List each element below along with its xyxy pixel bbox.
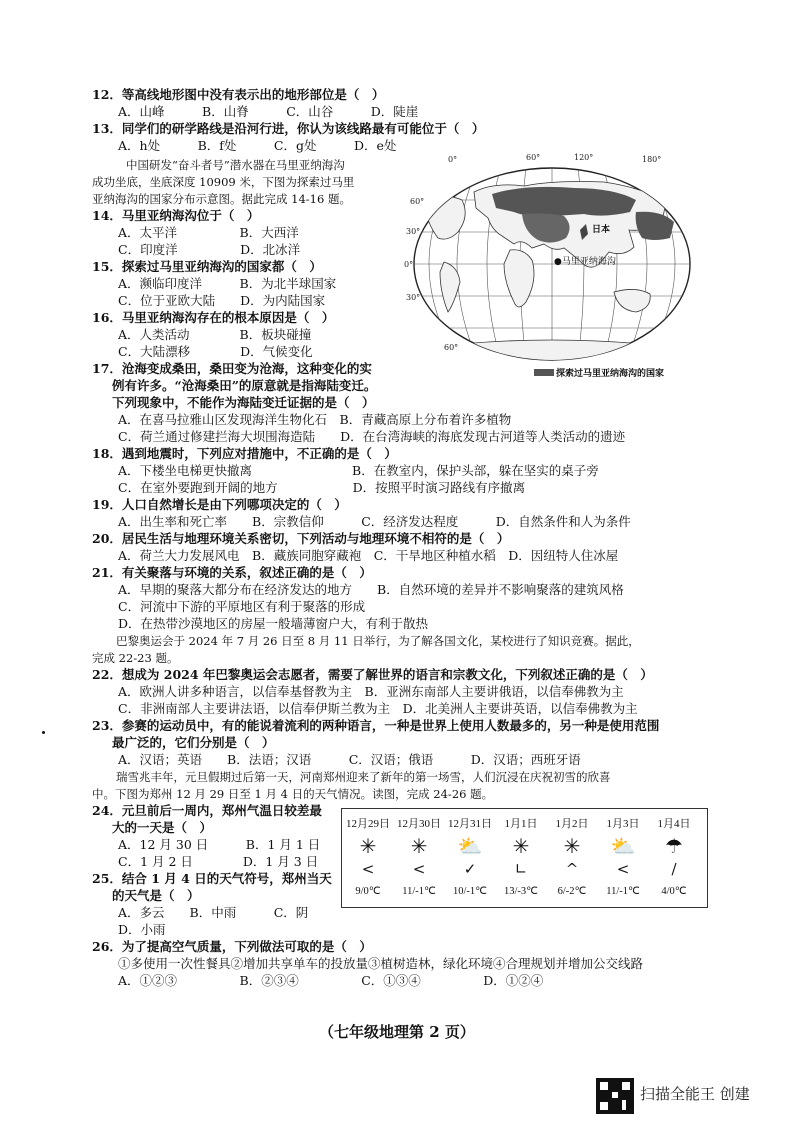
options-21-d: D．在热带沙漠地区的房屋一般墙薄窗户大，有利于散热 [118, 616, 429, 631]
lat-label: 60° [444, 343, 459, 352]
intro-14-16-line1: 中国研发“奋斗者号”潜水器在马里亚纳海沟 [126, 158, 345, 172]
weather-date: 1月2日 [555, 818, 589, 830]
legend-label: 探索过马里亚纳海沟的国家 [556, 369, 665, 379]
wind-icon: ^ [565, 860, 579, 878]
wind-icon: < [616, 860, 630, 878]
japan-label: 日本 [592, 225, 611, 235]
weather-temp: 11/-1℃ [402, 886, 436, 897]
options-26: A．①②③ B．②③④ C．①③④ D．①②④ [118, 973, 544, 988]
question-17-line3: 下列现象中，不能作为海陆变迁证据的是（ ） [112, 395, 375, 410]
question-22: 22．想成为 2024 年巴黎奥运会志愿者，需要了解世界的语言和宗教文化，下列叙述正确的是（ ） [92, 667, 653, 682]
page-footer: （七年级地理第 2 页） [319, 1023, 475, 1041]
question-21: 21．有关聚落与环境的关系，叙述正确的是（ ） [92, 565, 372, 580]
question-12: 12．等高线地形图中没有表示出的地形部位是（ ） [92, 87, 385, 102]
question-14: 14．马里亚纳海沟位于（ ） [92, 208, 260, 223]
rain-icon: ☂ [665, 834, 683, 858]
weather-date: 1月4日 [657, 818, 691, 830]
question-13: 13．同学们的研学路线是沿河行进，你认为该线路最有可能位于（ ） [92, 121, 485, 136]
snow-icon: ✳ [563, 834, 581, 858]
options-24-cd: C．1 月 2 日 D．1 月 3 日 [118, 854, 319, 869]
options-15-cd: C．位于亚欧大陆 D．为内陆国家 [118, 293, 326, 308]
options-19: A．出生率和死亡率 B．宗教信仰 C．经济发达程度 D．自然条件和人为条件 [118, 514, 631, 529]
options-18-ab: A．下楼坐电梯更快撤离 B．在教室内，保护头部，躲在坚实的桌子旁 [118, 463, 599, 478]
intro-14-16-line3: 亚纳海沟的国家分布示意图。据此完成 14-16 题。 [92, 192, 351, 206]
options-23: A．汉语；英语 B．法语；汉语 C．汉语；俄语 D．汉语；西班牙语 [118, 752, 581, 767]
question-26: 26．为了提高空气质量，下列做法可取的是（ ） [92, 939, 372, 954]
snow-icon: ✳ [410, 834, 428, 858]
question-16: 16．马里亚纳海沟存在的根本原因是（ ） [92, 310, 335, 325]
wind-icon: ∟ [514, 860, 528, 878]
snow-icon: ✳ [512, 834, 530, 858]
question-17-line1: 17．沧海变成桑田，桑田变为沧海，这种变化的实 [92, 361, 372, 376]
question-24-line1: 24．元旦前后一周内，郑州气温日较差最 [92, 803, 322, 818]
intro-14-16-line2: 成功坐底，坐底深度 10909 米，下图为探索过马里 [92, 175, 355, 189]
intro-24-26-line1: 瑞雪兆丰年，元旦假期过后第一天，河南郑州迎来了新年的第一场雪，人们沉浸在庆祝初雪的欣喜 [116, 770, 611, 784]
intro-22-23-line2: 完成 22-23 题。 [92, 651, 179, 665]
weather-date: 12月31日 [448, 818, 492, 830]
options-17-ab: A．在喜马拉雅山区发现海洋生物化石 B．青藏高原上分布着许多植物 [118, 412, 512, 427]
stray-dot [42, 731, 45, 734]
weather-temp: 9/0℃ [355, 886, 381, 897]
lat-label: 30° [406, 227, 421, 236]
weather-temp: 13/-3℃ [504, 886, 538, 897]
options-18-cd: C．在室外要跑到开阔的地方 D．按照平时演习路线有序撤离 [118, 480, 526, 495]
options-14-ab: A．太平洋 B．大西洋 [118, 225, 299, 240]
question-20: 20．居民生活与地理环境关系密切，下列活动与地理环境不相符的是（ ） [92, 531, 510, 546]
question-15: 15．探索过马里亚纳海沟的国家都（ ） [92, 259, 322, 274]
options-22-cd: C．非洲南部人主要讲法语，以信奉伊斯兰教为主 D．北美洲人主要讲英语，以信奉佛教为主 [118, 701, 638, 716]
weather-table [341, 808, 708, 908]
options-15-ab: A．濒临印度洋 B．为北半球国家 [118, 276, 337, 291]
question-25-line2: 的天气是（ ） [112, 888, 200, 903]
wind-icon: ✓ [463, 860, 477, 878]
question-24-line2: 大的一天是（ ） [112, 820, 213, 835]
options-22-ab: A．欧洲人讲多种语言，以信奉基督教为主 B．亚洲东南部人主要讲俄语，以信奉佛教为主 [118, 684, 624, 699]
partly-cloudy-icon: ⛅ [610, 834, 636, 858]
partly-cloudy-icon: ⛅ [457, 834, 483, 858]
qr-code-logo [596, 1078, 634, 1114]
question-23-line2: 最广泛的，它们分别是（ ） [112, 735, 275, 750]
options-25-abc: A．多云 B．中雨 C．阴 [118, 905, 309, 920]
snow-icon: ✳ [359, 834, 377, 858]
legend-swatch [534, 369, 554, 376]
lat-label: 60° [410, 197, 425, 206]
options-16-ab: A．人类活动 B．板块碰撞 [118, 327, 312, 342]
options-24-ab: A．12 月 30 日 B．1 月 1 日 [118, 837, 321, 852]
options-21-c: C．河流中下游的平原地区有利于聚落的形成 [118, 599, 366, 614]
options-20: A．荷兰大力发展风电 B．藏族同胞穿藏袍 C．干旱地区种植水稻 D．因纽特人住冰屋 [118, 548, 619, 563]
lon-label: 0° [448, 155, 458, 164]
question-18: 18．遇到地震时，下列应对措施中，不正确的是（ ） [92, 446, 397, 461]
intro-22-23-line1: 巴黎奥运会于 2024 年 7 月 26 日至 8 月 11 日举行，为了解各国文化，某校进行了知识竞赛。据此， [116, 634, 640, 648]
weather-date: 12月29日 [346, 818, 390, 830]
lon-label: 180° [642, 155, 662, 164]
scanner-watermark: 扫描全能王 创建 [640, 1085, 750, 1103]
intro-24-26-line2: 中。下图为郑州 12 月 29 日至 1 月 4 日的天气情况。读图，完成 24-26 题。 [92, 787, 494, 801]
lon-label: 120° [574, 153, 594, 162]
question-26-items: ①多使用一次性餐具②增加共享单车的投放量③植树造林，绿化环境④合理规划并增加公交线路 [118, 956, 644, 971]
wind-icon: < [412, 860, 426, 878]
lon-label: 60° [526, 153, 541, 162]
wind-icon: < [361, 860, 375, 878]
weather-temp: 11/-1℃ [606, 886, 640, 897]
weather-date: 1月1日 [504, 818, 538, 830]
weather-temp: 4/0℃ [661, 886, 687, 897]
weather-date: 12月30日 [397, 818, 441, 830]
mariana-trench-label: ●马里亚纳海沟 [554, 257, 616, 267]
wind-icon: / [671, 860, 677, 878]
weather-temp: 6/-2℃ [557, 886, 587, 897]
options-17-cd: C．荷兰通过修建拦海大坝围海造陆 D．在台湾海峡的海底发现古河道等人类活动的遗迹 [118, 429, 626, 444]
lat-label: 0° [404, 260, 414, 269]
question-23-line1: 23．参赛的运动员中，有的能说着流利的两种语言，一种是世界上使用人数最多的，另一种是使用范围 [92, 718, 660, 733]
options-25-d: D．小雨 [118, 922, 166, 937]
weather-temp: 10/-1℃ [453, 886, 487, 897]
options-14-cd: C．印度洋 D．北冰洋 [118, 242, 301, 257]
question-17-line2: 例有许多。“沧海桑田”的原意就是指海陆变迁。 [112, 378, 377, 393]
lat-label: 30° [406, 293, 421, 302]
question-25-line1: 25．结合 1 月 4 日的天气符号，郑州当天 [92, 871, 332, 886]
options-21-ab: A．早期的聚落大都分布在经济发达的地方 B．自然环境的差异并不影响聚落的建筑风格 [118, 582, 624, 597]
options-13: A．h处 B．f处 C．g处 D．e处 [118, 138, 397, 153]
question-19: 19．人口自然增长是由下列哪项决定的（ ） [92, 497, 347, 512]
world-map [404, 152, 694, 392]
options-12: A．山峰 B．山脊 C．山谷 D．陡崖 [118, 104, 419, 119]
options-16-cd: C．大陆漂移 D．气候变化 [118, 344, 313, 359]
weather-date: 1月3日 [606, 818, 640, 830]
